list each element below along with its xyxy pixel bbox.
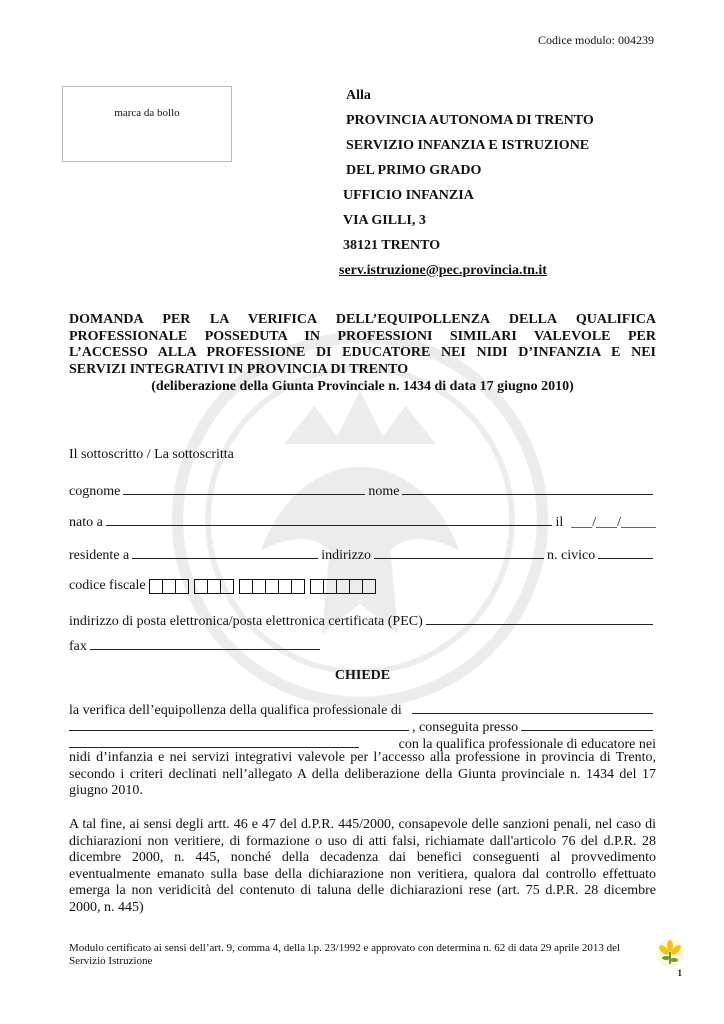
data-nascita-field[interactable]: ___/___/_____	[571, 515, 656, 530]
document-subtitle: (deliberazione della Giunta Provinciale n. 1434 di data 17 giugno 2010)	[151, 379, 574, 394]
footer-note: Modulo certificato ai sensi dell’art. 9, comma 4, della l.p. 23/1992 e approvato con determina n. 62 di data 29 aprile 2013 del Servizio Istruzione	[69, 942, 621, 967]
title-line: SERVIZI INTEGRATIVI IN PROVINCIA DI TRENTO	[69, 361, 409, 377]
fax-label: fax	[69, 639, 87, 654]
recipient-line-ufficio: UFFICIO INFANZIA	[343, 188, 474, 203]
marca-da-bollo-box	[62, 86, 232, 162]
recipient-line-alla: Alla	[346, 88, 371, 103]
row-cognome-nome	[69, 481, 656, 500]
cf-char-box[interactable]	[162, 579, 176, 594]
document-title	[69, 312, 656, 378]
recipient-line-servizio: SERVIZIO INFANZIA E ISTRUZIONE	[346, 138, 590, 153]
ente-field[interactable]	[521, 717, 653, 731]
recipient-line-provincia: PROVINCIA AUTONOMA DI TRENTO	[346, 113, 594, 128]
cf-char-box[interactable]	[175, 579, 189, 594]
page-number: 1	[677, 968, 682, 978]
qualifica-cont-field[interactable]	[69, 717, 409, 731]
codice-fiscale-label: codice fiscale	[69, 578, 146, 593]
fax-field[interactable]	[90, 636, 320, 650]
cf-char-box[interactable]	[252, 579, 266, 594]
email-pec-field[interactable]	[426, 611, 653, 625]
n-civico-label: n. civico	[547, 548, 596, 563]
row-nato-a	[69, 512, 656, 531]
cf-char-box[interactable]	[349, 579, 363, 594]
title-line: PROFESSIONALE POSSEDUTA IN PROFESSIONI SIMILARI VALEVOLE PER	[69, 328, 656, 344]
recipient-line-primo-grado: DEL PRIMO GRADO	[346, 163, 482, 178]
recipient-email-link[interactable]: serv.istruzione@pec.provincia.tn.it	[339, 263, 547, 278]
cf-char-box[interactable]	[362, 579, 376, 594]
codice-fiscale-boxes[interactable]	[150, 579, 376, 594]
cf-char-box[interactable]	[323, 579, 337, 594]
row-codice-fiscale	[69, 578, 656, 594]
cf-char-box[interactable]	[220, 579, 234, 594]
chiede-body: nidi d’infanzia e nei servizi integrativi valevole per l’accesso alla professione in provincia di Trento, secondo i criteri declinati nell’allegato A della deliberazione della Giunta provinciale n. 1434 del 17 giugno 2010.	[69, 750, 656, 798]
recipient-line-cap: 38121 TRENTO	[343, 238, 441, 253]
residenza-field[interactable]	[132, 545, 318, 559]
row-fax	[69, 636, 656, 655]
conseguita-label: , conseguita presso	[412, 720, 519, 735]
nome-field[interactable]	[402, 481, 653, 495]
cognome-field[interactable]	[123, 481, 365, 495]
codice-modulo: Codice modulo: 004239	[538, 33, 654, 47]
provincia-flower-logo-icon	[655, 938, 685, 968]
ente-cont-field[interactable]	[69, 734, 359, 748]
cf-char-box[interactable]	[278, 579, 292, 594]
cf-char-box[interactable]	[291, 579, 305, 594]
row-residenza	[69, 545, 656, 564]
row-email-pec	[69, 611, 656, 630]
il-label: il	[555, 515, 564, 530]
cf-char-box[interactable]	[336, 579, 350, 594]
luogo-nascita-field[interactable]	[106, 512, 553, 526]
recipient-line-via: VIA GILLI, 3	[343, 213, 426, 228]
qualifica-field[interactable]	[412, 700, 653, 714]
title-line: DOMANDA PER LA VERIFICA DELL’EQUIPOLLENZA DELLA QUALIFICA	[69, 312, 656, 327]
con-qualifica-label: con la qualifica professionale di educatore nei	[398, 737, 656, 752]
indirizzo-label: indirizzo	[321, 548, 372, 563]
title-line: L’ACCESSO ALLA PROFESSIONE DI EDUCATORE NEI NIDI D’INFANZIA E NEI	[69, 345, 656, 360]
cf-char-box[interactable]	[310, 579, 324, 594]
nome-label: nome	[368, 484, 400, 499]
cf-char-box[interactable]	[239, 579, 253, 594]
cf-char-box[interactable]	[265, 579, 279, 594]
email-pec-label: indirizzo di posta elettronica/posta elettronica certificata (PEC)	[69, 614, 423, 629]
marca-da-bollo-label: marca da bollo	[114, 107, 180, 119]
n-civico-field[interactable]	[598, 545, 653, 559]
chiede-heading: CHIEDE	[334, 668, 391, 683]
declaration-paragraph: A tal fine, ai sensi degli artt. 46 e 47 del d.P.R. 445/2000, consapevole delle sanzioni penali, nel caso di dichiarazioni non veritiere, di formazione o uso di atti falsi, richiamate dall'articolo 76 del d.P.R. 28 dicembre 2000, n. 445, nonché della decadenza dai benefici conseguenti al provvedimento eventualmente emanato sulla base della dichiarazione non veritiera, qualora dal controllo effettuato emerga la non veridicità del contenuto di taluna delle dichiarazioni rese (art. 75 d.P.R. 28 dicembre 2000, n. 445)	[69, 817, 656, 915]
cf-char-box[interactable]	[194, 579, 208, 594]
form-intro: Il sottoscritto / La sottoscritta	[69, 447, 234, 462]
cf-char-box[interactable]	[207, 579, 221, 594]
cognome-label: cognome	[69, 484, 121, 499]
cf-char-box[interactable]	[149, 579, 163, 594]
nato-a-label: nato a	[69, 515, 103, 530]
verifica-label: la verifica dell’equipollenza della qualifica professionale di	[69, 703, 402, 718]
indirizzo-field[interactable]	[374, 545, 544, 559]
residente-a-label: residente a	[69, 548, 130, 563]
